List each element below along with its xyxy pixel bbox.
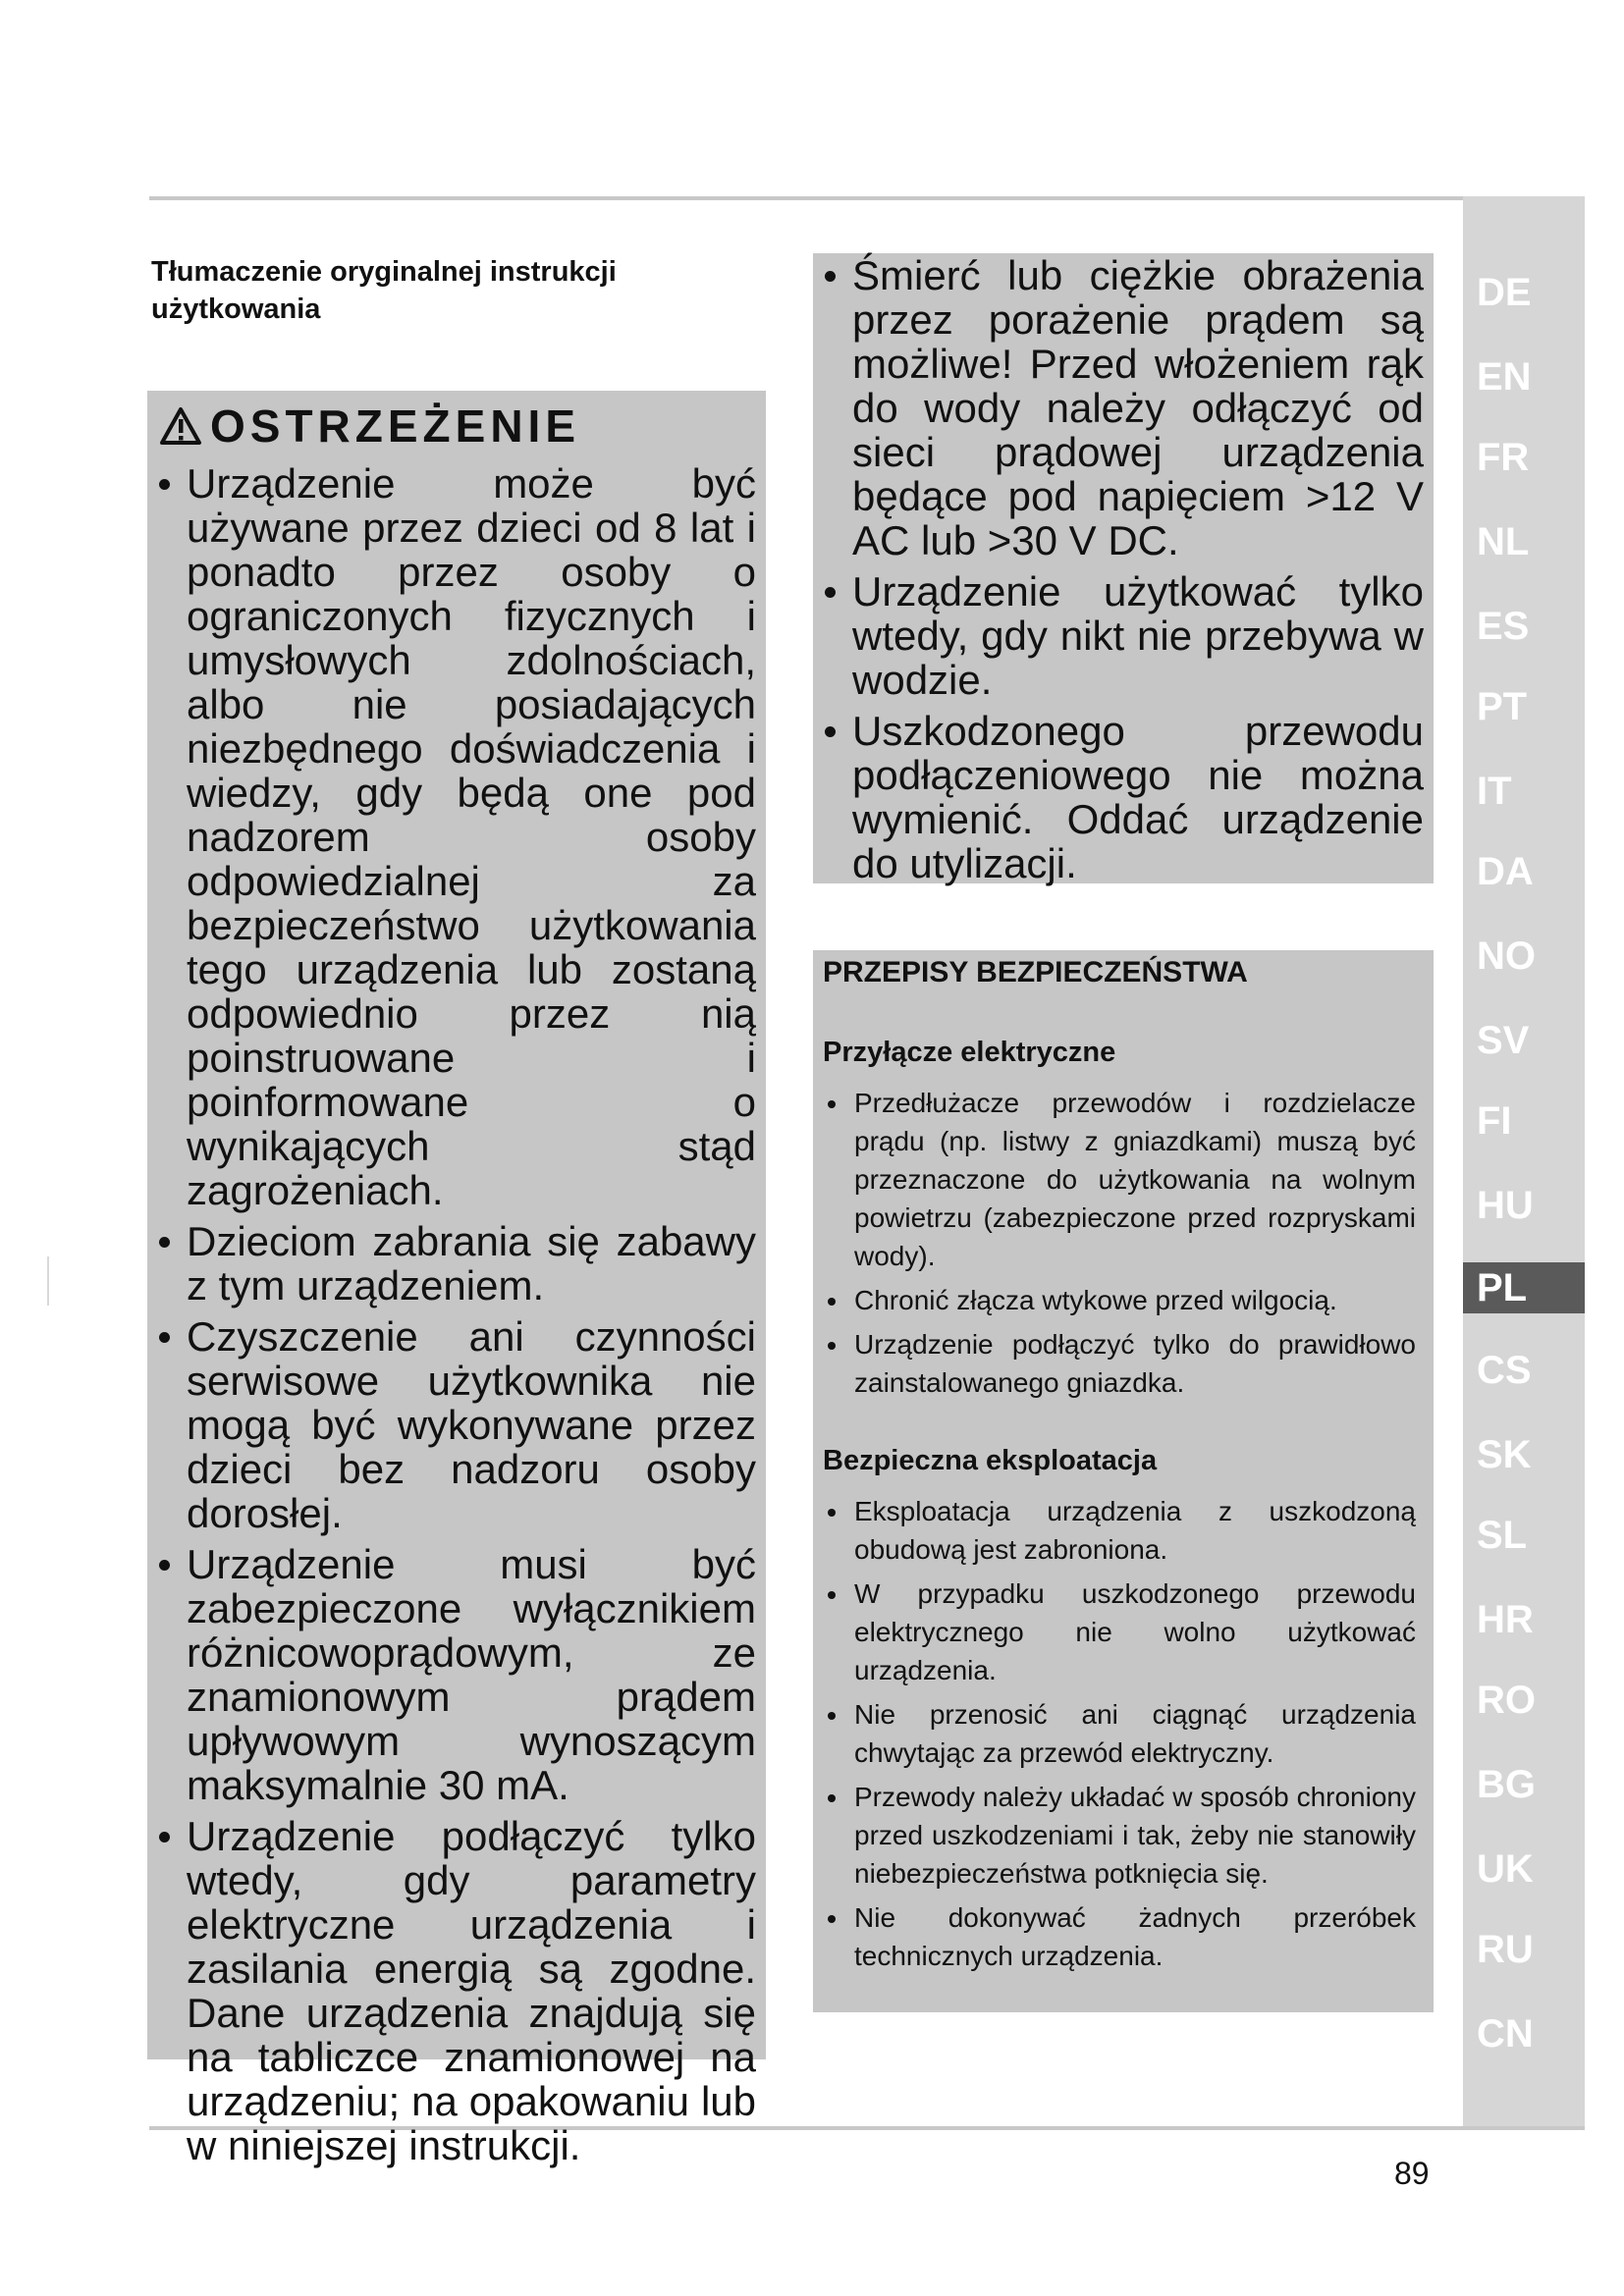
- electrical-item: Przedłużacze przewodów i rozdzielacze prądu (np. listwy z gniazdkami) muszą być przeznaczone do użytkowania na wolnym powietrzu (zabezpieczone przed rozpryskami wody).: [823, 1084, 1416, 1275]
- electrical-subtitle: Przyłącze elektryczne: [823, 1037, 1116, 1068]
- language-tab-cs[interactable]: CS: [1477, 1349, 1532, 1392]
- language-tab-ro[interactable]: RO: [1477, 1679, 1536, 1722]
- operation-item: Nie przenosić ani ciągnąć urządzenia chwytając za przewód elektryczny.: [823, 1695, 1416, 1772]
- language-tab-da[interactable]: DA: [1477, 850, 1534, 893]
- language-tab-fi[interactable]: FI: [1477, 1099, 1512, 1143]
- operation-item: Przewody należy układać w sposób chroniony przed uszkodzeniami i tak, żeby nie stanowiły niebezpieczeństwa potknięcia się.: [823, 1778, 1416, 1893]
- electrical-list: [823, 1084, 1416, 1408]
- operation-item: Eksploatacja urządzenia z uszkodzoną obudową jest zabroniona.: [823, 1492, 1416, 1569]
- operation-list: [823, 1492, 1416, 1981]
- warning-continued-panel: [813, 252, 1434, 886]
- language-tab-uk[interactable]: UK: [1477, 1847, 1534, 1891]
- warning-item: Uszkodzonego przewodu podłączeniowego nie można wymienić. Oddać urządzenie do utylizacji.: [819, 709, 1424, 885]
- electrical-item: Chronić złącza wtykowe przed wilgocią.: [823, 1281, 1416, 1319]
- warning-continued-list: [819, 253, 1424, 892]
- language-tab-en[interactable]: EN: [1477, 355, 1532, 399]
- warning-triangle-icon: [159, 406, 202, 446]
- language-tab-pt[interactable]: PT: [1477, 685, 1528, 728]
- warning-item: Śmierć lub ciężkie obrażenia przez porażenie prądem są możliwe! Przed włożeniem rąk do wody należy odłączyć od sieci prądowej urządzenia będące pod napięciem >12 V AC lub >30 V DC.: [819, 253, 1424, 562]
- safety-panel: [813, 950, 1434, 2012]
- page-number: 89: [1394, 2156, 1430, 2191]
- operation-subtitle: Bezpieczna eksploatacja: [823, 1445, 1158, 1476]
- warning-item: Urządzenie może być używane przez dzieci od 8 lat i ponadto przez osoby o ograniczonych fizycznych i umysłowych zdolnościach, albo nie posiadających niezbędnego doświadczenia i wiedzy, gdy będą one pod nadzorem osoby odpowiedzialnej za bezpieczeństwo użytkowania tego urządzenia lub zostaną odpowiednio przez nią poinstruowane i poinformowane o wynikających stąd zagrożeniach.: [153, 461, 756, 1212]
- operation-item: Nie dokonywać żadnych przeróbek technicznych urządzenia.: [823, 1898, 1416, 1975]
- language-tab-de[interactable]: DE: [1477, 271, 1532, 314]
- language-tab-ru[interactable]: RU: [1477, 1928, 1534, 1971]
- language-tab-es[interactable]: ES: [1477, 605, 1530, 648]
- warning-heading-text: OSTRZEŻENIE: [210, 400, 581, 452]
- language-tab-sk[interactable]: SK: [1477, 1433, 1532, 1476]
- warning-item: Urządzenie podłączyć tylko wtedy, gdy parametry elektryczne urządzenia i zasilania energią są zgodne. Dane urządzenia znajdują się na tabliczce znamionowej na urządzeniu; na opakowaniu lub w niniejszej instrukcji.: [153, 1814, 756, 2167]
- language-tab-hr[interactable]: HR: [1477, 1598, 1534, 1641]
- language-tab-sl[interactable]: SL: [1477, 1514, 1528, 1557]
- language-tab-sv[interactable]: SV: [1477, 1019, 1530, 1062]
- warning-heading: [159, 402, 580, 450]
- safety-title: PRZEPISY BEZPIECZEŃSTWA: [823, 956, 1248, 988]
- language-tab-fr[interactable]: FR: [1477, 436, 1530, 479]
- operation-item: W przypadku uszkodzonego przewodu elektrycznego nie wolno użytkować urządzenia.: [823, 1575, 1416, 1689]
- language-tab-hu[interactable]: HU: [1477, 1184, 1534, 1227]
- language-tab-no[interactable]: NO: [1477, 934, 1536, 978]
- language-tab-it[interactable]: IT: [1477, 770, 1512, 813]
- language-tab-bg[interactable]: BG: [1477, 1763, 1536, 1806]
- warning-list: [153, 461, 756, 2174]
- top-rule: [149, 196, 1585, 200]
- language-tab-nl[interactable]: NL: [1477, 520, 1530, 563]
- warning-panel: [147, 391, 766, 2168]
- warning-item: Czyszczenie ani czynności serwisowe użytkownika nie mogą być wykonywane przez dzieci bez nadzoru osoby dorosłej.: [153, 1314, 756, 1535]
- warning-item: Urządzenie użytkować tylko wtedy, gdy nikt nie przebywa w wodzie.: [819, 569, 1424, 702]
- language-tab-cn[interactable]: CN: [1477, 2012, 1534, 2056]
- document-title: Tłumaczenie oryginalnej instrukcji użytkowania: [151, 256, 617, 325]
- language-sidebar: [1463, 196, 1585, 2126]
- warning-item: Urządzenie musi być zabezpieczone wyłącznikiem różnicowoprądowym, ze znamionowym prądem upływowym wynoszącym maksymalnie 30 mA.: [153, 1542, 756, 1807]
- warning-item: Dzieciom zabrania się zabawy z tym urządzeniem.: [153, 1219, 756, 1308]
- language-tab-pl[interactable]: PL: [1463, 1262, 1585, 1313]
- electrical-item: Urządzenie podłączyć tylko do prawidłowo zainstalowanego gniazdka.: [823, 1325, 1416, 1402]
- margin-mark: [47, 1256, 49, 1306]
